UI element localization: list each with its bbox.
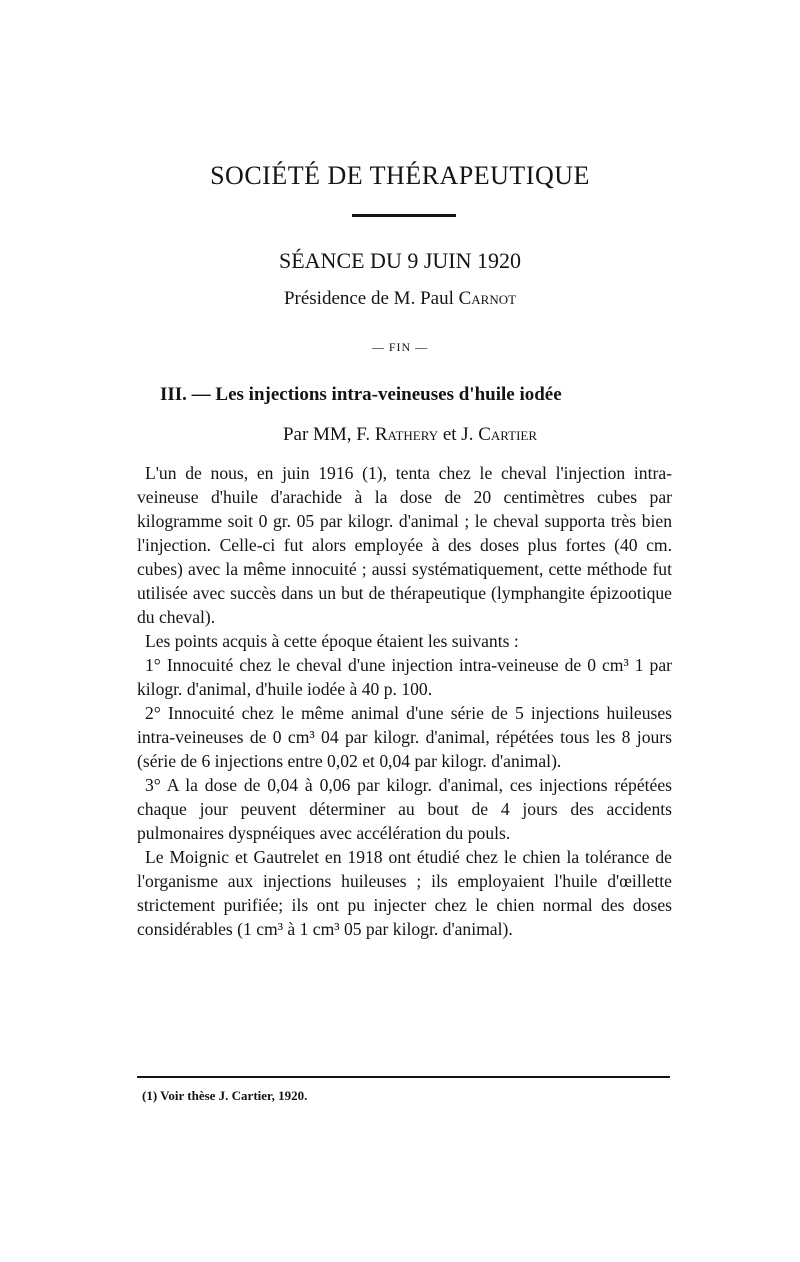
fin-marker: — FIN — (371, 340, 429, 354)
session-heading: SÉANCE DU 9 JUIN 1920 (279, 248, 521, 273)
article-title: III. — Les injections intra-veineuses d'huile iodée (160, 384, 562, 405)
paragraph: 3° A la dose de 0,04 à 0,06 par kilogr. d'animal, ces injections répétées chaque jour peuvent déterminer au bout de 4 jours des accidents pulmonaires dyspnéiques avec accélération du pouls. (137, 775, 672, 843)
footnote: (1) Voir thèse J. Cartier, 1920. (142, 1088, 308, 1103)
paragraph: 1° Innocuité chez le cheval d'une injection intra-veineuse de 0 cm³ 1 par kilogr. d'animal, d'huile iodée à 40 p. 100. (137, 655, 672, 699)
author-cartier: Cartier (478, 424, 538, 445)
page-title: SOCIÉTÉ DE THÉRAPEUTIQUE (210, 161, 590, 190)
title-divider (352, 214, 456, 217)
authors-mid: et J. (438, 424, 479, 445)
paragraph: 2° Innocuité chez le même animal d'une série de 5 injections huileuses intra-veineuses de 0 cm³ 04 par kilogr. d'animal, répétées tous les 8 jours (série de 6 injections entre 0,02 et 0,04 par kilogr. d'animal). (137, 703, 672, 771)
president-name: Carnot (458, 288, 517, 309)
footnote-divider (137, 1076, 670, 1078)
authors-line (150, 424, 670, 447)
paragraph: Les points acquis à cette époque étaient les suivants : (145, 631, 519, 651)
paragraph: L'un de nous, en juin 1916 (1), tenta chez le cheval l'injection intra-veineuse d'huile d'arachide à la dose de 20 centimètres cubes par kilogramme soit 0 gr. 05 par kilogr. d'animal ; le cheval supporta très bien l'injection. Celle-ci fut alors employée à des doses plus fortes (40 cm. cubes) avec la même innocuité ; aussi systématiquement, cette méthode fut utilisée avec succès dans un but de thérapeutique (lymphangite épizootique du cheval). (137, 463, 672, 627)
presidence-prefix: Présidence de M. Paul (283, 288, 459, 309)
author-rathery: Rathery (374, 424, 439, 445)
presidence-line (150, 288, 650, 311)
article-body (137, 461, 672, 941)
authors-prefix: Par MM, F. (282, 424, 375, 445)
paragraph: Le Moignic et Gautrelet en 1918 ont étudié chez le chien la tolérance de l'organisme aux injections huileuses ; ils employaient l'huile d'œillette strictement purifiée; ils ont pu injecter chez le chien normal des doses considérables (1 cm³ à 1 cm³ 05 par kilogr. d'animal). (137, 847, 672, 939)
